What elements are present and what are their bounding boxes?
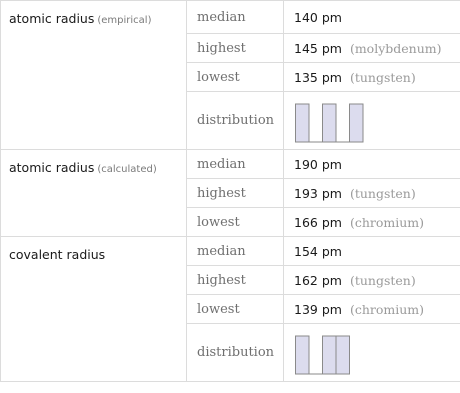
row-source: (molybdenum) [349,40,442,56]
row-label: lowest [187,63,284,92]
distribution-cell [284,324,460,382]
row-value: 145 pm [294,40,342,56]
property-note: (calculated) [97,164,157,175]
histogram-bar [323,336,337,374]
table-row [1,1,460,34]
table-row [1,237,460,266]
row-label: highest [187,34,284,63]
row-source: (chromium) [349,214,425,230]
row-value-cell [284,295,460,324]
row-value: 166 pm [294,214,342,230]
row-value-cell [284,34,460,63]
row-value-cell [284,63,460,92]
histogram-bar [296,336,310,374]
histogram-bar [350,104,364,142]
row-value: 135 pm [294,69,342,85]
distribution-histogram [294,331,374,375]
row-source: (tungsten) [349,69,416,85]
row-value-cell [284,208,460,237]
row-label: distribution [187,324,284,382]
row-value: 139 pm [294,301,342,317]
row-value: 154 pm [294,243,342,259]
row-source: (chromium) [349,301,425,317]
row-value-cell [284,179,460,208]
row-label: distribution [187,92,284,150]
histogram-bar [296,104,310,142]
row-label: median [187,1,284,34]
property-title: covalent radius [9,247,106,262]
row-value-cell [284,150,460,179]
row-label: median [187,150,284,179]
property-note: (empirical) [97,15,152,26]
histogram-bar [336,336,350,374]
property-title: atomic radius [9,160,95,175]
row-value: 193 pm [294,185,342,201]
property-title: atomic radius [9,11,95,26]
row-source: (tungsten) [349,272,416,288]
distribution-histogram [294,99,374,143]
property-name-cell [1,237,187,382]
row-value: 162 pm [294,272,342,288]
row-value: 140 pm [294,9,342,25]
row-label: lowest [187,208,284,237]
property-name-cell [1,1,187,150]
row-source: (tungsten) [349,185,416,201]
row-label: lowest [187,295,284,324]
row-label: median [187,237,284,266]
row-label: highest [187,179,284,208]
row-value-cell [284,266,460,295]
row-label: highest [187,266,284,295]
row-value: 190 pm [294,156,342,172]
row-value-cell [284,237,460,266]
histogram-bar [323,104,337,142]
row-value-cell [284,1,460,34]
property-name-cell [1,150,187,237]
distribution-cell [284,92,460,150]
table-row [1,150,460,179]
